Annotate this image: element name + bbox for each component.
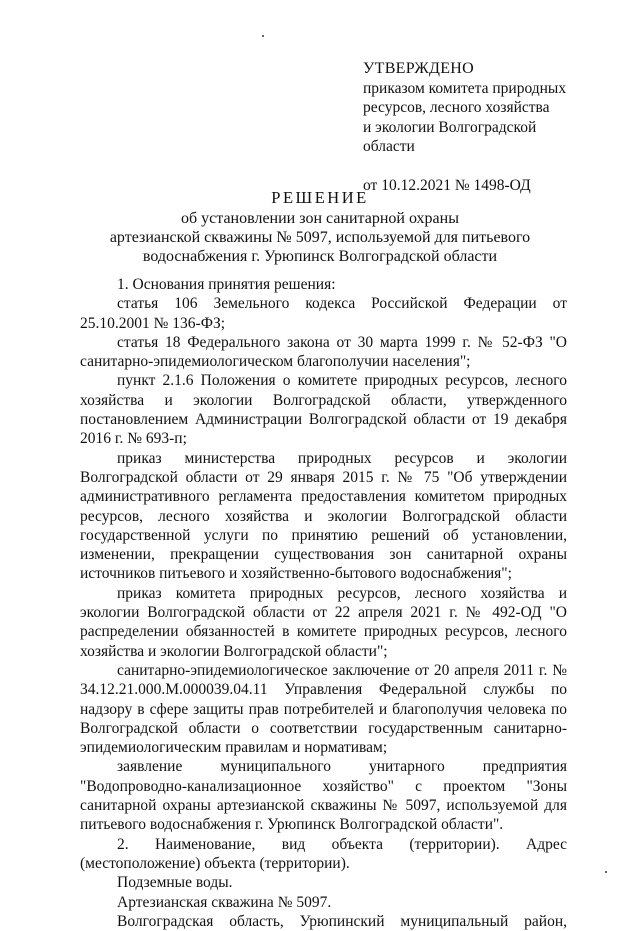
object-address: Волгоградская область, Урюпинский муниципальный район, xyxy=(117,912,567,930)
document-title xyxy=(90,188,550,266)
section-heading: 1. Основания принятия решения: xyxy=(117,276,336,293)
basis-item: статья 18 Федерального закона от 30 марта 1999 г. № 52-ФЗ "О санитарно-эпидемиологическом благополучии населения"; xyxy=(80,333,567,371)
approval-line: области xyxy=(363,138,415,155)
approval-stamp xyxy=(363,59,613,195)
scan-speck xyxy=(605,871,607,873)
document-body xyxy=(80,275,567,931)
approval-heading: УТВЕРЖДЕНО xyxy=(363,60,475,77)
basis-item: пункт 2.1.6 Положения о комитете природных ресурсов, лесного хозяйства и экологии Волгоградской области, утвержденного постановлением Администрации Волгоградской области от 19 декабря 2016 г. № 693-п; xyxy=(80,372,567,448)
basis-item: статья 106 Земельного кодекса Российской Федерации от 25.10.2001 № 136-ФЗ; xyxy=(80,295,567,332)
approval-line: приказом комитета природных xyxy=(363,79,567,97)
basis-item: заявление муниципального унитарного предприятия "Водопроводно-канализационное хозяйство" с проектом "Зоны санитарной охраны артезианской скважины № 5097, используемой для питьевого водоснабжения г. Урюпинск Волгоградской области". xyxy=(80,758,567,834)
approval-line: ресурсов, лесного хозяйства xyxy=(363,99,550,116)
approval-date: от 10.12.2021 № 1498-ОД xyxy=(363,176,531,194)
title-line: артезианской скважины № 5097, используемой для питьевого xyxy=(109,229,531,246)
object-type: Подземные воды. xyxy=(117,874,233,892)
title-line: водоснабжения г. Урюпинск Волгоградской области xyxy=(142,248,498,265)
title-word: РЕШЕНИЕ xyxy=(271,188,369,207)
basis-item: приказ комитета природных ресурсов, лесного хозяйства и экологии Волгоградской области от 22 апреля 2021 г. № 492-ОД "О распределении обязанностей в комитете природных ресурсов, лесного хозяйства и экологии Волгоградской области"; xyxy=(80,584,567,660)
scan-speck xyxy=(262,35,264,37)
title-line: об установлении зон санитарной охраны xyxy=(181,210,459,227)
basis-item: санитарно-эпидемиологическое заключение от 20 апреля 2011 г. № 34.12.21.000.М.000039.04.11 Управления Федеральной службы по надзору в сфере защиты прав потребителей и благополучия человека по Волгоградской области о соответствии государственным санитарно-эпидемиологическим правилам и нормативам; xyxy=(80,661,567,757)
section-heading: 2. Наименование, вид объекта (территории). Адрес (местоположение) объекта (территории). xyxy=(80,835,567,872)
basis-item: приказ министерства природных ресурсов и экологии Волгоградской области от 29 января 2015 г. № 75 "Об утверждении административного регламента предоставления комитетом природных ресурсов, лесного хозяйства и экологии Волгоградской области государственной услуги по принятию решений об установлении, изменении, прекращении существования зон санитарной охраны источников питьевого и хозяйственно-бытового водоснабжения"; xyxy=(80,449,567,583)
approval-line: и экологии Волгоградской xyxy=(363,118,537,136)
object-name: Артезианская скважина № 5097. xyxy=(117,893,332,911)
